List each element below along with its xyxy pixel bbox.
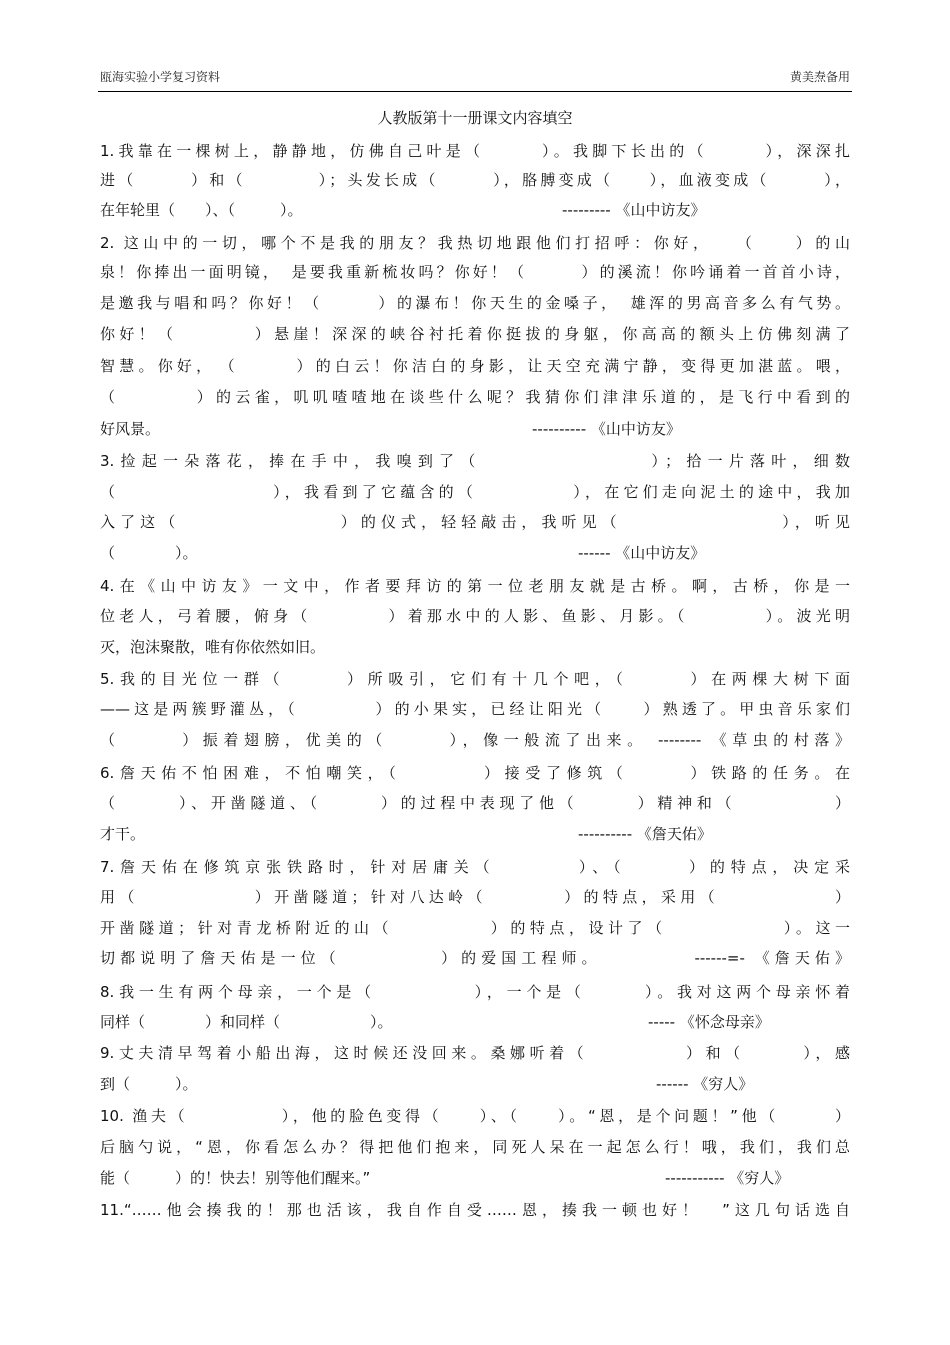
text-line: 智慧。你好， （ ）的白云！你洁白的身影，让天空充满宁静，变得更加湛蓝。喂， [100, 357, 850, 375]
header-rule [98, 91, 852, 92]
text-line: （ ）振着翅膀，优美的（ ），像一般流了出来。 -------- 《草虫的村落》 [100, 731, 850, 749]
text-line: 10. 渔夫（ ），他的脸色变得（ ）、（ ）。“恩，是个问题！”他（ ） [100, 1107, 850, 1125]
text-line: 位老人，弓着腰，俯身（ ）着那水中的人影、鱼影、月影。（ ）。波光明 [100, 607, 850, 625]
text-line: 到（ ）。 [100, 1075, 198, 1093]
source-citation: --------- 《山中访友》 [562, 201, 706, 219]
text-line: ——这是两簇野灌丛，（ ）的小果实，已经让阳光（ ）熟透了。甲虫音乐家们 [100, 700, 850, 718]
text-line: 泉！你捧出一面明镜， 是要我重新梳妆吗？你好！（ ）的溪流！你吟诵着一首首小诗， [100, 263, 850, 281]
source-citation: ------ 《穷人》 [656, 1075, 754, 1093]
header-right-text: 黄美焘备用 [789, 70, 850, 84]
text-line: 11.“……他会揍我的！那也活该，我自作自受……恩，揍我一顿也好！ ”这几句话选自 [100, 1201, 850, 1219]
text-line: 才干。 [100, 825, 146, 843]
header-left-text: 瓯海实验小学复习资料 [100, 70, 221, 84]
text-line: 5.我的目光位一群（ ）所吸引，它们有十几个吧，（ ）在两棵大树下面 [100, 670, 850, 688]
source-citation: ----------- 《穷人》 [665, 1169, 790, 1187]
text-line: 同样（ ）和同样（ ）。 [100, 1013, 393, 1031]
text-line: 在年轮里（ ）、（ ）。 [100, 201, 303, 219]
text-line: 开凿隧道；针对青龙桥附近的山（ ）的特点，设计了（ ）。这一 [100, 919, 850, 937]
text-line: 后脑勺说，“恩，你看怎么办？得把他们抱来，同死人呆在一起怎么行！哦，我们，我们总 [100, 1138, 850, 1156]
text-line: 用（ ）开凿隧道；针对八达岭（ ）的特点，采用（ ） [100, 888, 850, 906]
text-line: 入了这（ ）的仪式，轻轻敲击，我听见（ ），听见 [100, 513, 850, 531]
text-line: 4.在《山中访友》一文中，作者要拜访的第一位老朋友就是古桥。啊，古桥，你是一 [100, 577, 850, 595]
source-citation: ----- 《怀念母亲》 [648, 1013, 770, 1031]
text-line: （ ），我看到了它蕴含的（ ），在它们走向泥土的途中，我加 [100, 483, 850, 501]
text-line: 3.捡起一朵落花，捧在手中，我嗅到了（ ）；拾一片落叶，细数 [100, 452, 850, 470]
text-line: 好风景。 [100, 420, 161, 438]
text-line: 进（ ）和（ ）；头发长成（ ），胳膊变成（ ），血液变成（ ）， [100, 171, 850, 189]
text-line: 是邀我与唱和吗？你好！（ ）的瀑布！你天生的金嗓子， 雄浑的男高音多么有气势。 [100, 294, 850, 312]
text-line: （ ）的云雀，叽叽喳喳地在谈些什么呢？我猜你们津津乐道的，是飞行中看到的 [100, 388, 850, 406]
text-line: 能（ ）的！快去！别等他们醒来。” [100, 1169, 371, 1187]
text-line: 灭，泡沫聚散，唯有你依然如旧。 [100, 638, 326, 656]
page-title: 人教版第十一册课文内容填空 [377, 109, 573, 127]
text-line: 2. 这山中的一切，哪个不是我的朋友？我热切地跟他们打招呼：你好， （ ）的山 [100, 234, 850, 252]
source-citation: ---------- 《山中访友》 [532, 420, 681, 438]
text-line: 9.丈夫清早驾着小船出海，这时候还没回来。桑娜听着（ ）和（ ），感 [100, 1044, 850, 1062]
source-citation: ------ 《山中访友》 [578, 544, 706, 562]
text-line: 你好！（ ）悬崖！深深的峡谷衬托着你挺拔的身躯，你高高的额头上仿佛刻满了 [100, 325, 850, 343]
source-citation: ---------- 《詹天佑》 [578, 825, 712, 843]
text-line: （ ）。 [100, 544, 198, 562]
text-line: （ ）、开凿隧道、（ ）的过程中表现了他（ ）精神和（ ） [100, 794, 850, 812]
text-line: 1.我靠在一棵树上，静静地，仿佛自己叶是（ ）。我脚下长出的（ ），深深扎 [100, 142, 850, 160]
text-line: 6.詹天佑不怕困难，不怕嘲笑，（ ）接受了修筑（ ）铁路的任务。在 [100, 764, 850, 782]
text-line: 8.我一生有两个母亲，一个是（ ），一个是（ ）。我对这两个母亲怀着 [100, 983, 850, 1001]
text-line: 7.詹天佑在修筑京张铁路时，针对居庸关（ ）、（ ）的特点，决定采 [100, 858, 850, 876]
text-line: 切都说明了詹天佑是一位（ ）的爱国工程师。 ------=- 《詹天佑》 [100, 949, 850, 967]
